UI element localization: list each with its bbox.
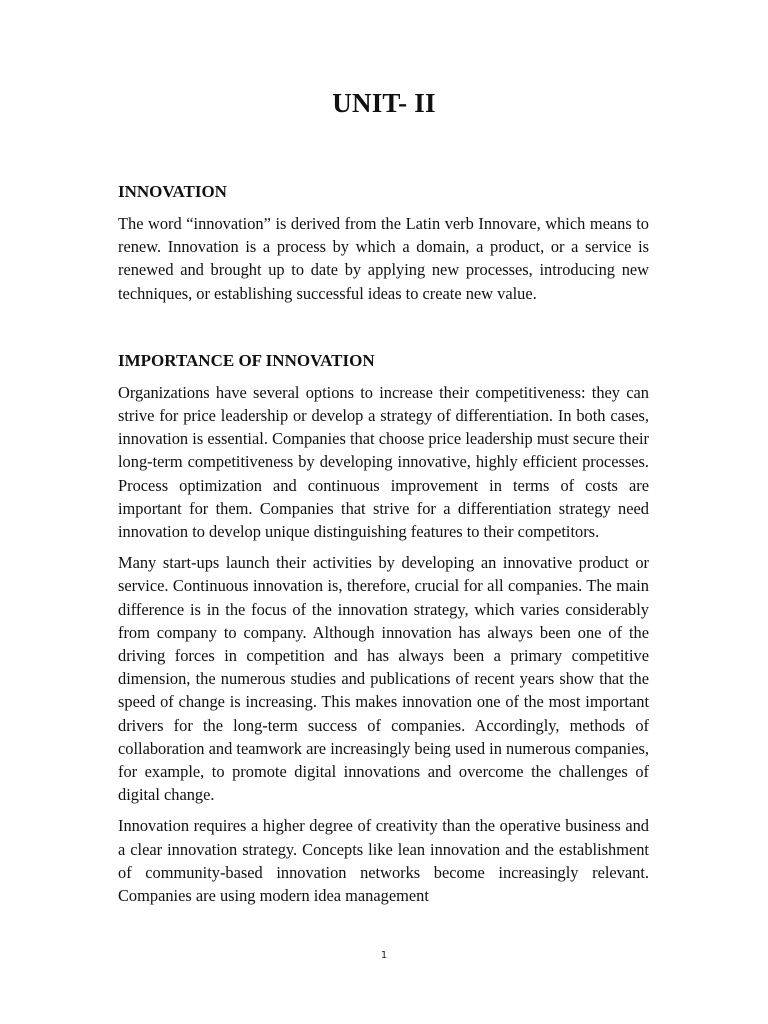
paragraph-startups: Many start-ups launch their activities by developing an innovative product or service. Continuous innovation is, therefore, crucial for all companies. The main difference is in the focus of the innovation strategy, which varies considerably from company to company. Although innovation has always been one of the driving forces in competition and has always been a primary competitive dimension, the numerous studies and publications of recent years show that the speed of change is increasing. This makes innovation one of the most important drivers for the long-term success of companies. Accordingly, methods of collaboration and teamwork are increasingly being used in numerous companies, for example, to promote digital innovations and overcome the challenges of digital change. <box>118 553 649 805</box>
page-number: 1 <box>380 950 388 961</box>
section-heading-innovation: INNOVATION <box>118 182 227 201</box>
section-spacer <box>118 313 649 349</box>
paragraph-competitiveness: Organizations have several options to increase their competitiveness: they can strive for price leadership or develop a strategy of differentiation. In both cases, innovation is essential. Companies that choose price leadership must secure their long-term competitiveness by developing innovative, highly efficient processes. Process optimization and continuous improvement in terms of costs are important for them. Companies that strive for a differentiation strategy need innovation to develop unique distinguishing features to their competitors. <box>118 382 649 542</box>
document-body <box>118 180 649 915</box>
paragraph-creativity: Innovation requires a higher degree of creativity than the operative business and a clear innovation strategy. Concepts like lean innovation and the establishment of community-based innovation networks become increasingly relevant. Companies are using modern idea management <box>118 816 649 906</box>
page-title: UNIT- II <box>332 88 436 118</box>
paragraph-innovation-definition: The word “innovation” is derived from the Latin verb Innovare, which means to renew. Innovation is a process by which a domain, a product, or a service is renewed and brought up to date by applying new processes, introducing new techniques, or establishing successful ideas to create new value. <box>118 214 649 303</box>
section-heading-importance: IMPORTANCE OF INNOVATION <box>118 350 375 370</box>
